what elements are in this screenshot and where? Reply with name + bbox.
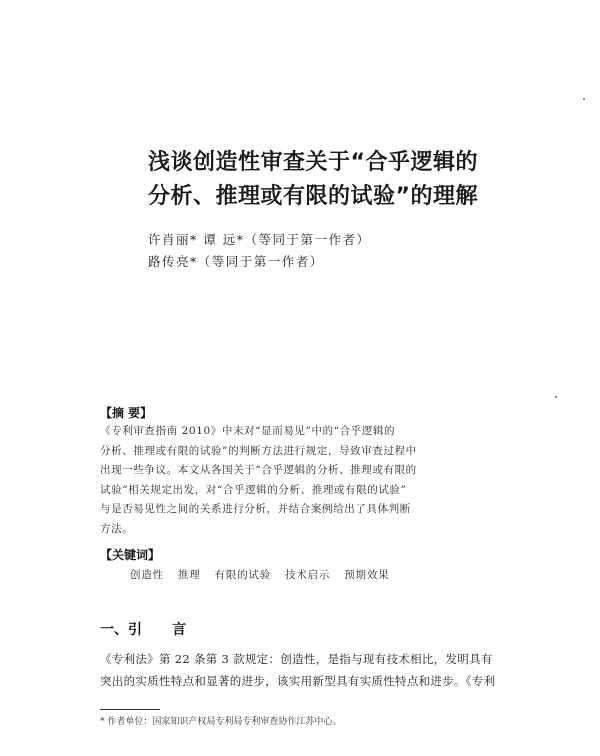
abstract-body <box>100 422 500 539</box>
section-heading <box>100 619 186 639</box>
abstract-line: 方法。 <box>100 522 134 535</box>
body-line: 突出的实质性特点和显著的进步，该实用新型具有实质性特点和进步。《专利 <box>100 674 496 688</box>
keyword-item: 技术启示 <box>285 569 331 581</box>
author-line-1: 许肖丽* 谭 远*（等同于第一作者） <box>148 232 371 247</box>
abstract-line: 出现一些争议。本文从各国关于“合乎逻辑的分析、推理或有限的 <box>100 464 417 476</box>
section-title: 言 <box>172 622 186 638</box>
footnote-divider <box>100 709 160 710</box>
abstract-heading: 【摘 要】 <box>100 406 153 420</box>
keyword-item: 预期效果 <box>344 569 390 581</box>
paper-title <box>148 146 568 214</box>
section-number: 一、引 <box>100 622 142 638</box>
scan-speck <box>583 98 585 100</box>
author-line-2: 路传亮*（等同于第一作者） <box>148 254 324 269</box>
author-list <box>148 229 370 273</box>
title-line-1: 浅谈创造性审查关于“合乎逻辑的 <box>148 150 478 175</box>
abstract-line: 试验”相关规定出发，对“合乎逻辑的分析、推理或有限的试验” <box>100 483 407 496</box>
footnote: * 作者单位：国家知识产权局专利局专利审查协作江苏中心。 <box>100 717 342 727</box>
keyword-item: 有限的试验 <box>214 569 272 581</box>
abstract-line: 《专利审查指南 2010》中未对“显而易见”中的“合乎逻辑的 <box>100 425 396 437</box>
body-paragraph <box>100 648 540 692</box>
abstract-line: 分析、推理或有限的试验”的判断方法进行规定，导致审查过程中 <box>100 444 417 457</box>
body-line: 《专利法》第 22 条第 3 款规定：创造性，是指与现有技术相比，发明具有 <box>100 652 493 666</box>
title-line-2: 分析、推理或有限的试验”的理解 <box>148 184 478 209</box>
keyword-list <box>130 567 389 582</box>
keyword-item: 创造性 <box>130 569 164 581</box>
keywords-heading: 【关键词】 <box>100 548 161 562</box>
keyword-item: 推理 <box>177 569 201 581</box>
scan-speck <box>555 396 557 398</box>
abstract-line: 与是否易见性之间的关系进行分析，并结合案例给出了具体判断 <box>100 503 411 515</box>
